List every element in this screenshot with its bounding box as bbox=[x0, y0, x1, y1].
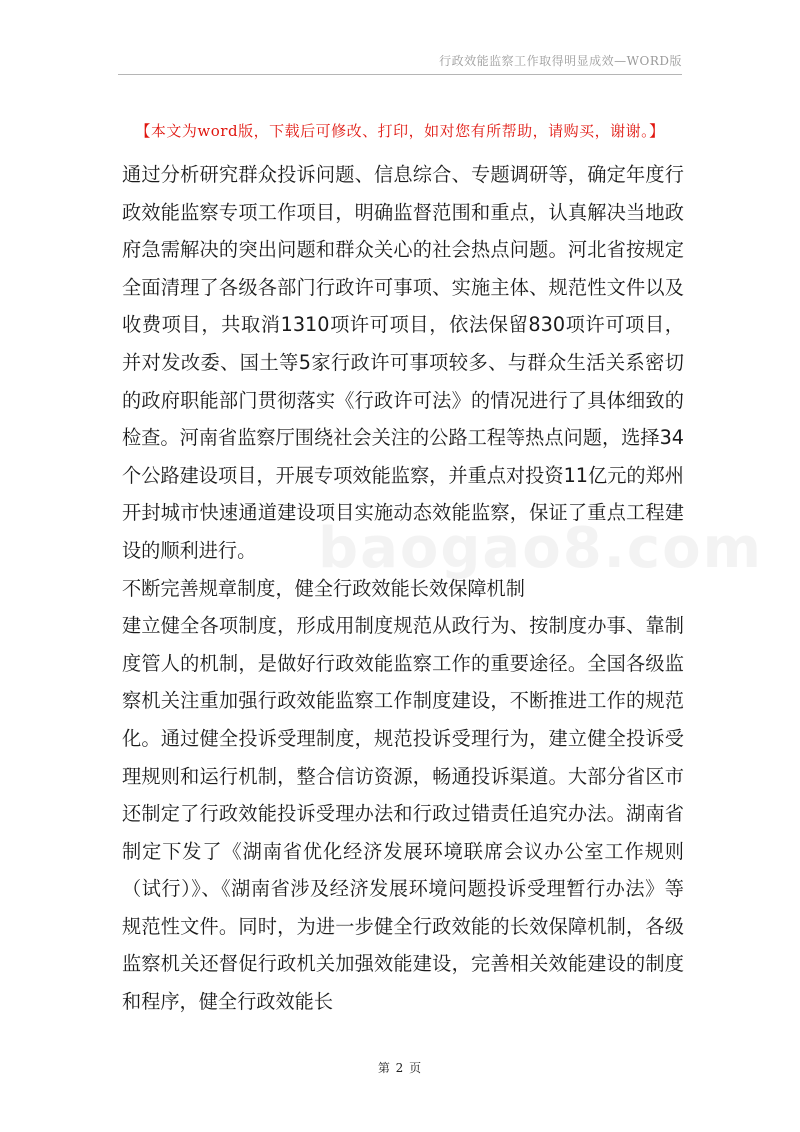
header-divider bbox=[118, 74, 682, 75]
site-watermark: baogao8.com bbox=[318, 516, 763, 581]
document-body bbox=[122, 156, 684, 1021]
running-header-title: 行政效能监察工作取得明显成效—WORD版 bbox=[439, 54, 682, 68]
section-heading: 不断完善规章制度，健全行政效能长效保障机制 bbox=[122, 576, 525, 600]
body-paragraph-2: 建立健全各项制度，形成用制度规范从政行为、按制度办事、靠制度管人的机制，是做好行政效能监察工作的重要途径。全国各级监察机关注重加强行政效能监察工作制度建设，不断推进工作的规范化。通过健全投诉受理制度，规范投诉受理行为，建立健全投诉受理规则和运行机制，整合信访资源，畅通投诉渠道。大部分省区市还制定了行政效能投诉受理办法和行政过错责任追究办法。湖南省制定下发了《湖南省优化经济发展环境联席会议办公室工作规则（试行）》、《湖南省涉及经济发展环境问题投诉受理暂行办法》等规范性文件。同时，为进一步健全行政效能的长效保障机制，各级监察机关还督促行政机关加强效能建设，完善相关效能建设的制度和程序，健全行政效能长 bbox=[122, 614, 684, 1014]
download-notice: 【本文为word版，下载后可修改、打印，如对您有所帮助，请购买，谢谢。】 bbox=[135, 122, 665, 140]
page-number: 第 2 页 bbox=[377, 1061, 423, 1075]
body-paragraph-1: 通过分析研究群众投诉问题、信息综合、专题调研等，确定年度行政效能监察专项工作项目，明确监督范围和重点，认真解决当地政府急需解决的突出问题和群众关心的社会热点问题。河北省按规定全面清理了各级各部门行政许可事项、实施主体、规范性文件以及收费项目，共取消1310项许可项目，依法保留830项许可项目，并对发改委、国土等5家行政许可事项较多、与群众生活关系密切的政府职能部门贯彻落实《行政许可法》的情况进行了具体细致的检查。河南省监察厅围绕社会关注的公路工程等热点问题，选择34个公路建设项目，开展专项效能监察，并重点对投资11亿元的郑州开封城市快速通道建设项目实施动态效能监察，保证了重点工程建设的顺利进行。 bbox=[122, 163, 684, 562]
